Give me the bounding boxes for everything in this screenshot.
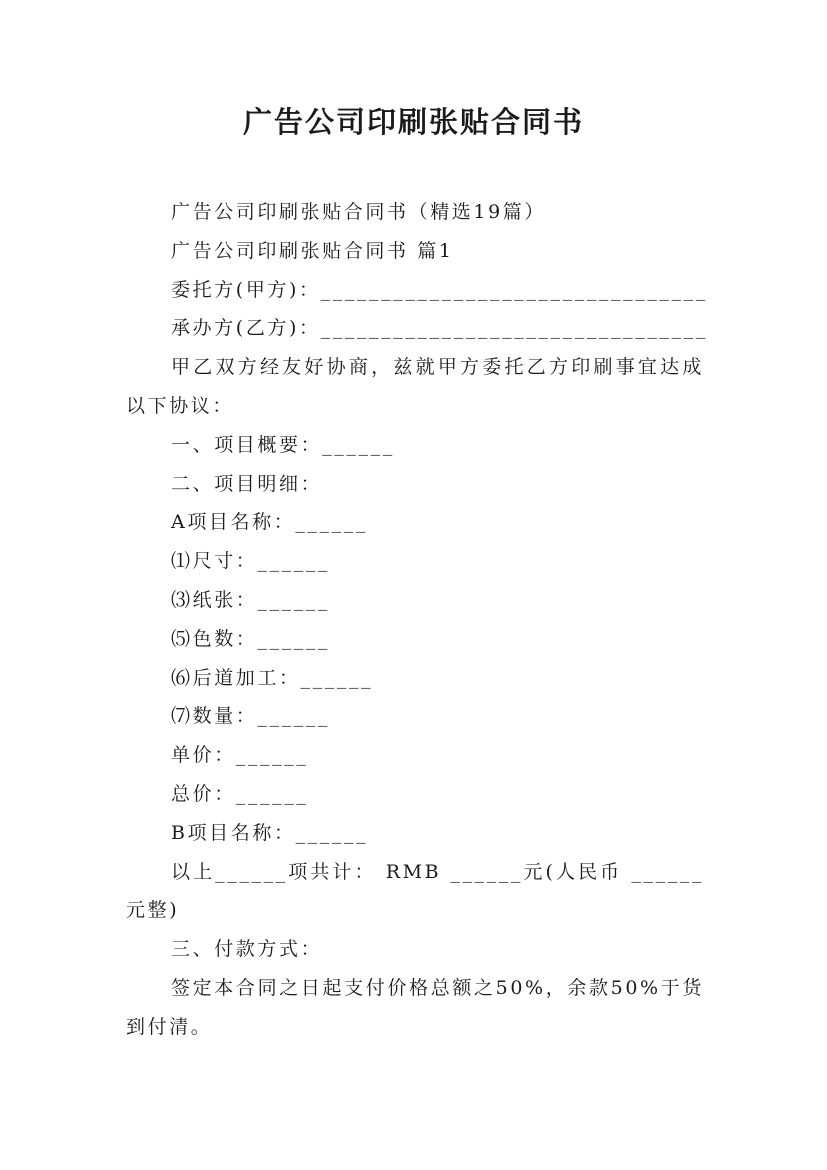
agreement-intro-paragraph: 甲乙双方经友好协商，兹就甲方委托乙方印刷事宜达成以下协议： [126,356,704,417]
quantity-line: ⑺数量：______ [171,705,331,728]
party-b-line: 承办方(乙方)：________________________________ [171,317,708,340]
item-a-name-line: A项目名称：______ [171,511,368,534]
paper-line: ⑶纸张：______ [171,588,331,611]
document-title: 广告公司印刷张贴合同书 [242,105,584,139]
payment-terms-paragraph: 签定本合同之日起支付价格总额之50%，余款50%于货到付清。 [126,976,704,1038]
project-summary-line: 一、项目概要：______ [171,433,395,456]
unit-price-line: 单价：______ [171,744,309,767]
party-a-line: 委托方(甲方)：________________________________ [171,278,708,301]
project-details-heading: 二、项目明细： [171,472,323,495]
document-body [126,193,708,1047]
total-price-line: 总价：______ [171,782,309,805]
item-b-name-line: B项目名称：______ [171,821,369,844]
size-line: ⑴尺寸：______ [171,550,331,573]
subtitle-line: 广告公司印刷张贴合同书（精选19篇） [171,201,546,223]
section-heading: 广告公司印刷张贴合同书 篇1 [171,239,454,262]
post-processing-line: ⑹后道加工：______ [171,666,374,689]
total-amount-paragraph: 以上______项共计： RMB ______元(人民币 ______元整) [126,860,704,922]
payment-method-heading: 三、付款方式： [171,938,323,961]
color-count-line: ⑸色数：______ [171,627,331,650]
